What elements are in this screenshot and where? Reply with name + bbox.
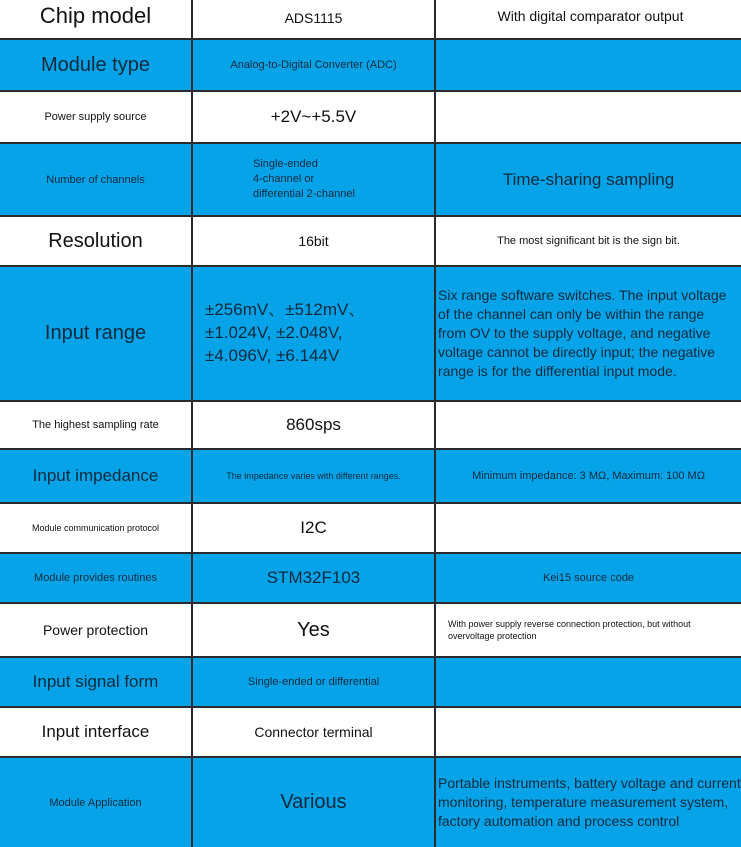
row-note: With digital comparator output [436, 0, 741, 38]
row-value: ±256mV、±512mV、 ±1.024V, ±2.048V, ±4.096V, ±6.144V [193, 267, 434, 400]
table-row [0, 402, 741, 448]
row-label: Power supply source [0, 92, 191, 142]
table-row [0, 504, 741, 552]
table-row [0, 217, 741, 265]
row-note: The most significant bit is the sign bit. [436, 217, 741, 265]
row-value: 860sps [193, 402, 434, 448]
table-row [0, 554, 741, 602]
row-note: Minimum impedance: 3 MΩ, Maximum: 100 MΩ [436, 450, 741, 502]
row-value: Various [193, 758, 434, 847]
row-label: Module communication protocol [0, 504, 191, 552]
table-row [0, 144, 741, 215]
table-row [0, 267, 741, 400]
row-value: STM32F103 [193, 554, 434, 602]
row-label: Input range [0, 267, 191, 400]
row-note: Portable instruments, battery voltage and current monitoring, temperature measurement system, factory automation and process control [436, 758, 741, 847]
row-note [436, 40, 741, 90]
row-note [436, 708, 741, 756]
row-label: Module Application [0, 758, 191, 847]
row-value: Connector terminal [193, 708, 434, 756]
row-note: With power supply reverse connection protection, but without overvoltage protection [436, 604, 741, 656]
row-label: Module provides routines [0, 554, 191, 602]
row-label: Input signal form [0, 658, 191, 706]
row-label: Power protection [0, 604, 191, 656]
row-label: Module type [0, 40, 191, 90]
row-value: ADS1115 [193, 0, 434, 38]
row-value: Yes [193, 604, 434, 656]
row-value: I2C [193, 504, 434, 552]
table-row [0, 450, 741, 502]
row-value: Analog-to-Digital Converter (ADC) [193, 40, 434, 90]
row-value: +2V~+5.5V [193, 92, 434, 142]
row-value: Single-ended 4-channel or differential 2-channel [193, 144, 434, 215]
row-value: 16bit [193, 217, 434, 265]
row-label: Number of channels [0, 144, 191, 215]
row-label: Chip model [0, 0, 191, 38]
table-row [0, 758, 741, 847]
row-label: Input impedance [0, 450, 191, 502]
table-row [0, 92, 741, 142]
row-note: Time-sharing sampling [436, 144, 741, 215]
table-row [0, 658, 741, 706]
row-note: Kei15 source code [436, 554, 741, 602]
table-row [0, 0, 741, 38]
row-label: The highest sampling rate [0, 402, 191, 448]
row-note [436, 92, 741, 142]
row-note [436, 504, 741, 552]
row-value: Single-ended or differential [193, 658, 434, 706]
row-value: The impedance varies with different ranges. [193, 450, 434, 502]
row-label: Resolution [0, 217, 191, 265]
table-row [0, 40, 741, 90]
table-row [0, 604, 741, 656]
row-label: Input interface [0, 708, 191, 756]
row-note [436, 658, 741, 706]
table-row [0, 708, 741, 756]
row-note: Six range software switches. The input voltage of the channel can only be within the range from OV to the supply voltage, and negative voltage cannot be directly input; the negative range is for the differential input mode. [436, 267, 741, 400]
row-note [436, 402, 741, 448]
